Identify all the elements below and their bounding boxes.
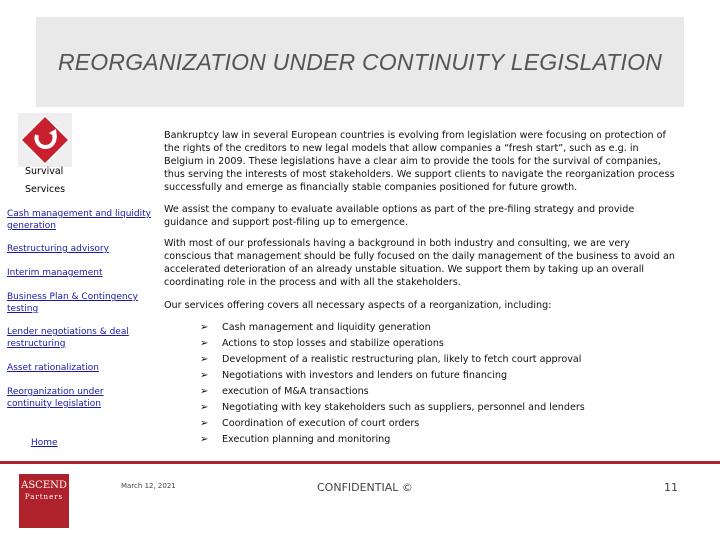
bullet-item — [200, 431, 585, 447]
bullet-text: Actions to stop losses and stabilize operations — [222, 338, 444, 350]
pre-filing-paragraph: We assist the company to evaluate available options as part of the pre-filing strategy and provide guidance and support post-filing up to emergence. — [164, 204, 635, 229]
bullet-text: Negotiating with key stakeholders such as suppliers, personnel and lenders — [222, 401, 585, 413]
bullet-item — [200, 415, 585, 431]
arrow-bullet-icon: ➢ — [200, 401, 209, 413]
title-banner — [36, 17, 684, 107]
sidebar-link-reorganization[interactable]: Reorganization under continuity legislation — [7, 387, 104, 409]
bullet-text: Cash management and liquidity generation — [222, 322, 431, 334]
arrow-bullet-icon: ➢ — [200, 433, 209, 445]
bullet-text: Negotiations with investors and lenders on future financing — [222, 370, 508, 382]
page-number: 11 — [664, 481, 678, 494]
sidebar-heading-services: Services — [25, 184, 66, 195]
bullet-text: Coordination of execution of court orders — [222, 417, 420, 429]
sidebar-link-lender-negotiations[interactable]: Lender negotiations & deal restructuring — [7, 327, 129, 349]
sidebar-link-asset-rationalization[interactable]: Asset rationalization — [7, 363, 99, 373]
sidebar-link-interim-management[interactable]: Interim management — [7, 268, 103, 278]
professionals-paragraph: With most of our professionals having a background in both industry and consulting, we are very conscious that management should be fully focused on the daily management of the business to avoid an accelerated deterioration of an already unstable situation. We support them by taking up an overall coordinating role in the process and with all the stakeholders. — [164, 238, 676, 289]
sidebar-link-business-plan[interactable]: Business Plan & Contingency testing — [7, 292, 138, 314]
sidebar-heading-survival: Survival — [25, 166, 64, 177]
bullet-text: execution of M&A transactions — [222, 386, 369, 397]
footer-confidential: CONFIDENTIAL © — [317, 481, 413, 494]
intro-paragraph: Bankruptcy law in several European countries is evolving from legislation were focusing on protection of the rights of the creditors to new legal models that allow companies a “fresh start”, such as e.g. in Belgium in 2009. These legislations have a clear aim to provide the tools for the survival of companies, thus serving the interests of most stakeholders. We support clients to navigate the reorganization process successfully and emerge as financially stable companies positioned for future growth. — [164, 130, 675, 194]
bullet-item — [200, 399, 585, 415]
arrow-bullet-icon: ➢ — [200, 386, 209, 397]
bullet-text: Development of a realistic restructuring plan, likely to fetch court approval — [222, 354, 582, 366]
logo-line1: ASCEND — [21, 480, 67, 491]
survival-logo-icon — [18, 113, 72, 167]
bullet-item — [200, 336, 585, 352]
bullet-item — [200, 320, 585, 336]
arrow-bullet-icon: ➢ — [200, 322, 209, 334]
bullet-item — [200, 368, 585, 384]
footer-date: March 12, 2021 — [121, 482, 176, 490]
bullet-text: Execution planning and monitoring — [222, 433, 391, 445]
arrow-bullet-icon: ➢ — [200, 370, 209, 382]
sidebar-link-restructuring-advisory[interactable]: Restructuring advisory — [7, 244, 109, 254]
footer-divider — [0, 461, 720, 464]
arrow-bullet-icon: ➢ — [200, 354, 209, 366]
ascend-partners-logo — [19, 474, 69, 528]
logo-line2: Partners — [24, 493, 64, 501]
arrow-bullet-icon: ➢ — [200, 338, 209, 350]
sidebar-link-cash-management[interactable]: Cash management and liquidity generation — [7, 209, 151, 231]
bullet-item — [200, 352, 585, 368]
page-title: REORGANIZATION UNDER CONTINUITY LEGISLATION — [57, 48, 663, 75]
services-bullet-list — [200, 320, 585, 447]
bullet-item — [200, 384, 585, 400]
arrow-bullet-icon: ➢ — [200, 417, 209, 429]
services-intro: Our services offering covers all necessary aspects of a reorganization, including: — [164, 300, 552, 311]
home-link[interactable]: Home — [31, 438, 58, 448]
